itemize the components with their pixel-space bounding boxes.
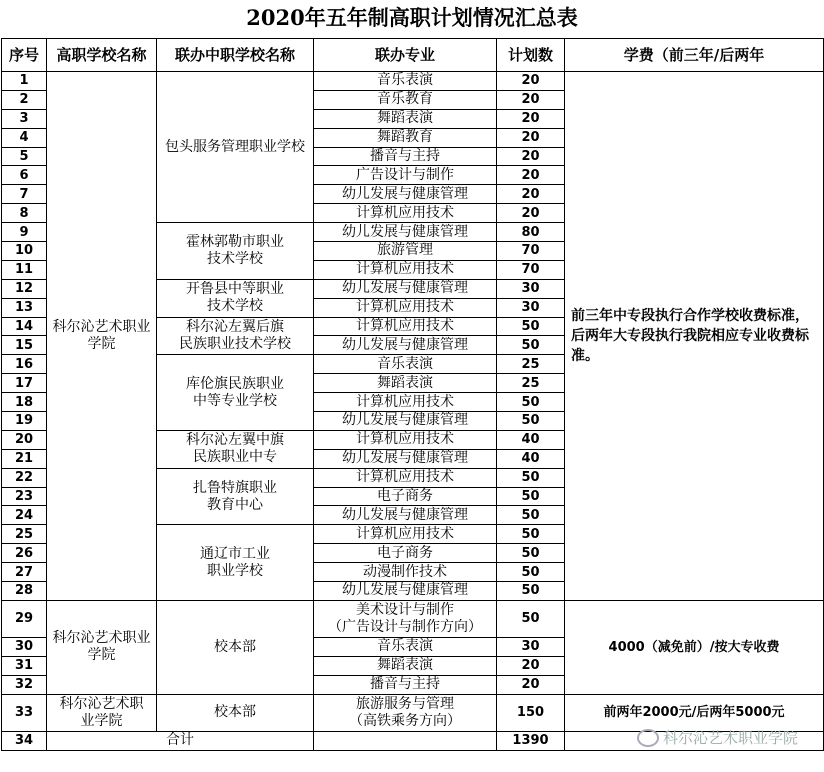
plan-cell: 20 xyxy=(497,109,565,128)
seq-cell: 34 xyxy=(2,731,47,750)
major-cell: 旅游管理 xyxy=(314,242,497,261)
major-cell: 舞蹈教育 xyxy=(314,128,497,147)
major-cell: 舞蹈表演 xyxy=(314,656,497,675)
major-cell: 幼儿发展与健康管理 xyxy=(314,449,497,468)
major-cell: 计算机应用技术 xyxy=(314,317,497,336)
major-cell: 幼儿发展与健康管理 xyxy=(314,185,497,204)
fee-cell: 前三年中专段执行合作学校收费标准，后两年大专段执行我院相应专业收费标准。 xyxy=(565,72,824,601)
plan-cell: 50 xyxy=(497,582,565,601)
seq-cell: 30 xyxy=(2,637,47,656)
plan-cell: 20 xyxy=(497,90,565,109)
major-cell: 幼儿发展与健康管理 xyxy=(314,412,497,431)
major-cell: 计算机应用技术 xyxy=(314,260,497,279)
seq-cell: 11 xyxy=(2,260,47,279)
seq-cell: 7 xyxy=(2,185,47,204)
major-cell: 幼儿发展与健康管理 xyxy=(314,223,497,242)
seq-cell: 20 xyxy=(2,430,47,449)
secondary-school-cell: 科尔沁左翼中旗 民族职业中专 xyxy=(157,430,314,468)
major-cell: 电子商务 xyxy=(314,544,497,563)
secondary-school-cell: 霍林郭勒市职业 技术学校 xyxy=(157,223,314,280)
seq-cell: 2 xyxy=(2,90,47,109)
seq-cell: 25 xyxy=(2,525,47,544)
header-secondary-school: 联办中职学校名称 xyxy=(157,39,314,72)
major-cell: 播音与主持 xyxy=(314,675,497,694)
seq-cell: 10 xyxy=(2,242,47,261)
header-fee: 学费（前三年/后两年 xyxy=(565,39,824,72)
plan-cell: 50 xyxy=(497,544,565,563)
seq-cell: 22 xyxy=(2,468,47,487)
seq-cell: 1 xyxy=(2,72,47,91)
header-higher-school: 高职学校名称 xyxy=(47,39,157,72)
secondary-school-cell: 通辽市工业 职业学校 xyxy=(157,525,314,601)
major-cell: 计算机应用技术 xyxy=(314,430,497,449)
plan-cell: 20 xyxy=(497,72,565,91)
major-cell: 计算机应用技术 xyxy=(314,525,497,544)
fee-cell: 前两年2000元/后两年5000元 xyxy=(565,694,824,731)
major-cell: 计算机应用技术 xyxy=(314,393,497,412)
plan-cell: 30 xyxy=(497,637,565,656)
secondary-school-cell: 扎鲁特旗职业 教育中心 xyxy=(157,468,314,525)
major-cell: 音乐表演 xyxy=(314,355,497,374)
seq-cell: 12 xyxy=(2,279,47,298)
major-cell: 舞蹈表演 xyxy=(314,374,497,393)
major-cell: 幼儿发展与健康管理 xyxy=(314,279,497,298)
plan-cell: 40 xyxy=(497,430,565,449)
seq-cell: 5 xyxy=(2,147,47,166)
seq-cell: 13 xyxy=(2,298,47,317)
secondary-school-cell: 库伦旗民族职业 中等专业学校 xyxy=(157,355,314,431)
seq-cell: 17 xyxy=(2,374,47,393)
higher-school-cell: 科尔沁艺术职 业学院 xyxy=(47,694,157,731)
plan-cell: 80 xyxy=(497,223,565,242)
secondary-school-cell: 开鲁县中等职业 技术学校 xyxy=(157,279,314,317)
fee-cell: 4000（减免前）/按大专收费 xyxy=(565,600,824,694)
seq-cell: 3 xyxy=(2,109,47,128)
seq-cell: 33 xyxy=(2,694,47,731)
plan-cell: 50 xyxy=(497,600,565,637)
seq-cell: 6 xyxy=(2,166,47,185)
plan-cell: 50 xyxy=(497,336,565,355)
plan-cell: 50 xyxy=(497,506,565,525)
major-cell: 音乐教育 xyxy=(314,90,497,109)
wechat-icon xyxy=(637,729,659,747)
seq-cell: 29 xyxy=(2,600,47,637)
table-row xyxy=(2,72,824,91)
seq-cell: 19 xyxy=(2,412,47,431)
plan-cell: 70 xyxy=(497,260,565,279)
seq-cell: 23 xyxy=(2,487,47,506)
plan-cell: 50 xyxy=(497,393,565,412)
plan-cell: 20 xyxy=(497,656,565,675)
seq-cell: 8 xyxy=(2,204,47,223)
seq-cell: 32 xyxy=(2,675,47,694)
major-cell: 舞蹈表演 xyxy=(314,109,497,128)
major-cell: 幼儿发展与健康管理 xyxy=(314,506,497,525)
plan-cell: 25 xyxy=(497,374,565,393)
plan-cell: 40 xyxy=(497,449,565,468)
seq-cell: 14 xyxy=(2,317,47,336)
major-cell: 计算机应用技术 xyxy=(314,298,497,317)
major-cell xyxy=(314,731,497,750)
plan-cell: 20 xyxy=(497,204,565,223)
page-title: 2020年五年制高职计划情况汇总表 xyxy=(246,5,578,30)
major-cell: 幼儿发展与健康管理 xyxy=(314,582,497,601)
seq-cell: 27 xyxy=(2,563,47,582)
watermark-text: 科尔沁艺术职业学院 xyxy=(662,729,798,747)
header-row xyxy=(2,39,824,72)
plan-cell: 30 xyxy=(497,298,565,317)
plan-cell: 20 xyxy=(497,185,565,204)
major-cell: 音乐表演 xyxy=(314,72,497,91)
seq-cell: 9 xyxy=(2,223,47,242)
plan-cell: 50 xyxy=(497,412,565,431)
plan-cell: 20 xyxy=(497,128,565,147)
seq-cell: 28 xyxy=(2,582,47,601)
plan-cell: 50 xyxy=(497,525,565,544)
seq-cell: 15 xyxy=(2,336,47,355)
plan-cell: 25 xyxy=(497,355,565,374)
seq-cell: 21 xyxy=(2,449,47,468)
summary-table xyxy=(1,38,824,751)
plan-cell: 50 xyxy=(497,487,565,506)
plan-cell: 20 xyxy=(497,147,565,166)
major-cell: 动漫制作技术 xyxy=(314,563,497,582)
header-plan: 计划数 xyxy=(497,39,565,72)
seq-cell: 16 xyxy=(2,355,47,374)
header-seq: 序号 xyxy=(2,39,47,72)
major-cell: 计算机应用技术 xyxy=(314,204,497,223)
plan-cell: 20 xyxy=(497,166,565,185)
plan-cell: 50 xyxy=(497,317,565,336)
secondary-school-cell: 科尔沁左翼后旗 民族职业技术学校 xyxy=(157,317,314,355)
table-row xyxy=(2,600,824,637)
plan-cell: 20 xyxy=(497,675,565,694)
seq-cell: 4 xyxy=(2,128,47,147)
plan-cell: 50 xyxy=(497,468,565,487)
major-cell: 音乐表演 xyxy=(314,637,497,656)
major-cell: 计算机应用技术 xyxy=(314,468,497,487)
major-cell: 广告设计与制作 xyxy=(314,166,497,185)
major-cell: 旅游服务与管理 （高铁乘务方向） xyxy=(314,694,497,731)
higher-school-cell: 科尔沁艺术职业学院 xyxy=(47,72,157,601)
seq-cell: 31 xyxy=(2,656,47,675)
header-major: 联办专业 xyxy=(314,39,497,72)
plan-cell: 70 xyxy=(497,242,565,261)
seq-cell: 26 xyxy=(2,544,47,563)
major-cell: 幼儿发展与健康管理 xyxy=(314,336,497,355)
table-row xyxy=(2,694,824,731)
watermark xyxy=(637,727,798,748)
higher-school-cell: 科尔沁艺术职业学院 xyxy=(47,600,157,694)
major-cell: 电子商务 xyxy=(314,487,497,506)
seq-cell: 18 xyxy=(2,393,47,412)
plan-cell: 1390 xyxy=(497,731,565,750)
secondary-school-cell: 包头服务管理职业学校 xyxy=(157,72,314,223)
plan-cell: 150 xyxy=(497,694,565,731)
plan-cell: 50 xyxy=(497,563,565,582)
major-cell: 播音与主持 xyxy=(314,147,497,166)
plan-cell: 30 xyxy=(497,279,565,298)
major-cell: 美术设计与制作 （广告设计与制作方向） xyxy=(314,600,497,637)
total-label: 合计 xyxy=(47,731,314,750)
secondary-school-cell: 校本部 xyxy=(157,600,314,694)
secondary-school-cell: 校本部 xyxy=(157,694,314,731)
seq-cell: 24 xyxy=(2,506,47,525)
